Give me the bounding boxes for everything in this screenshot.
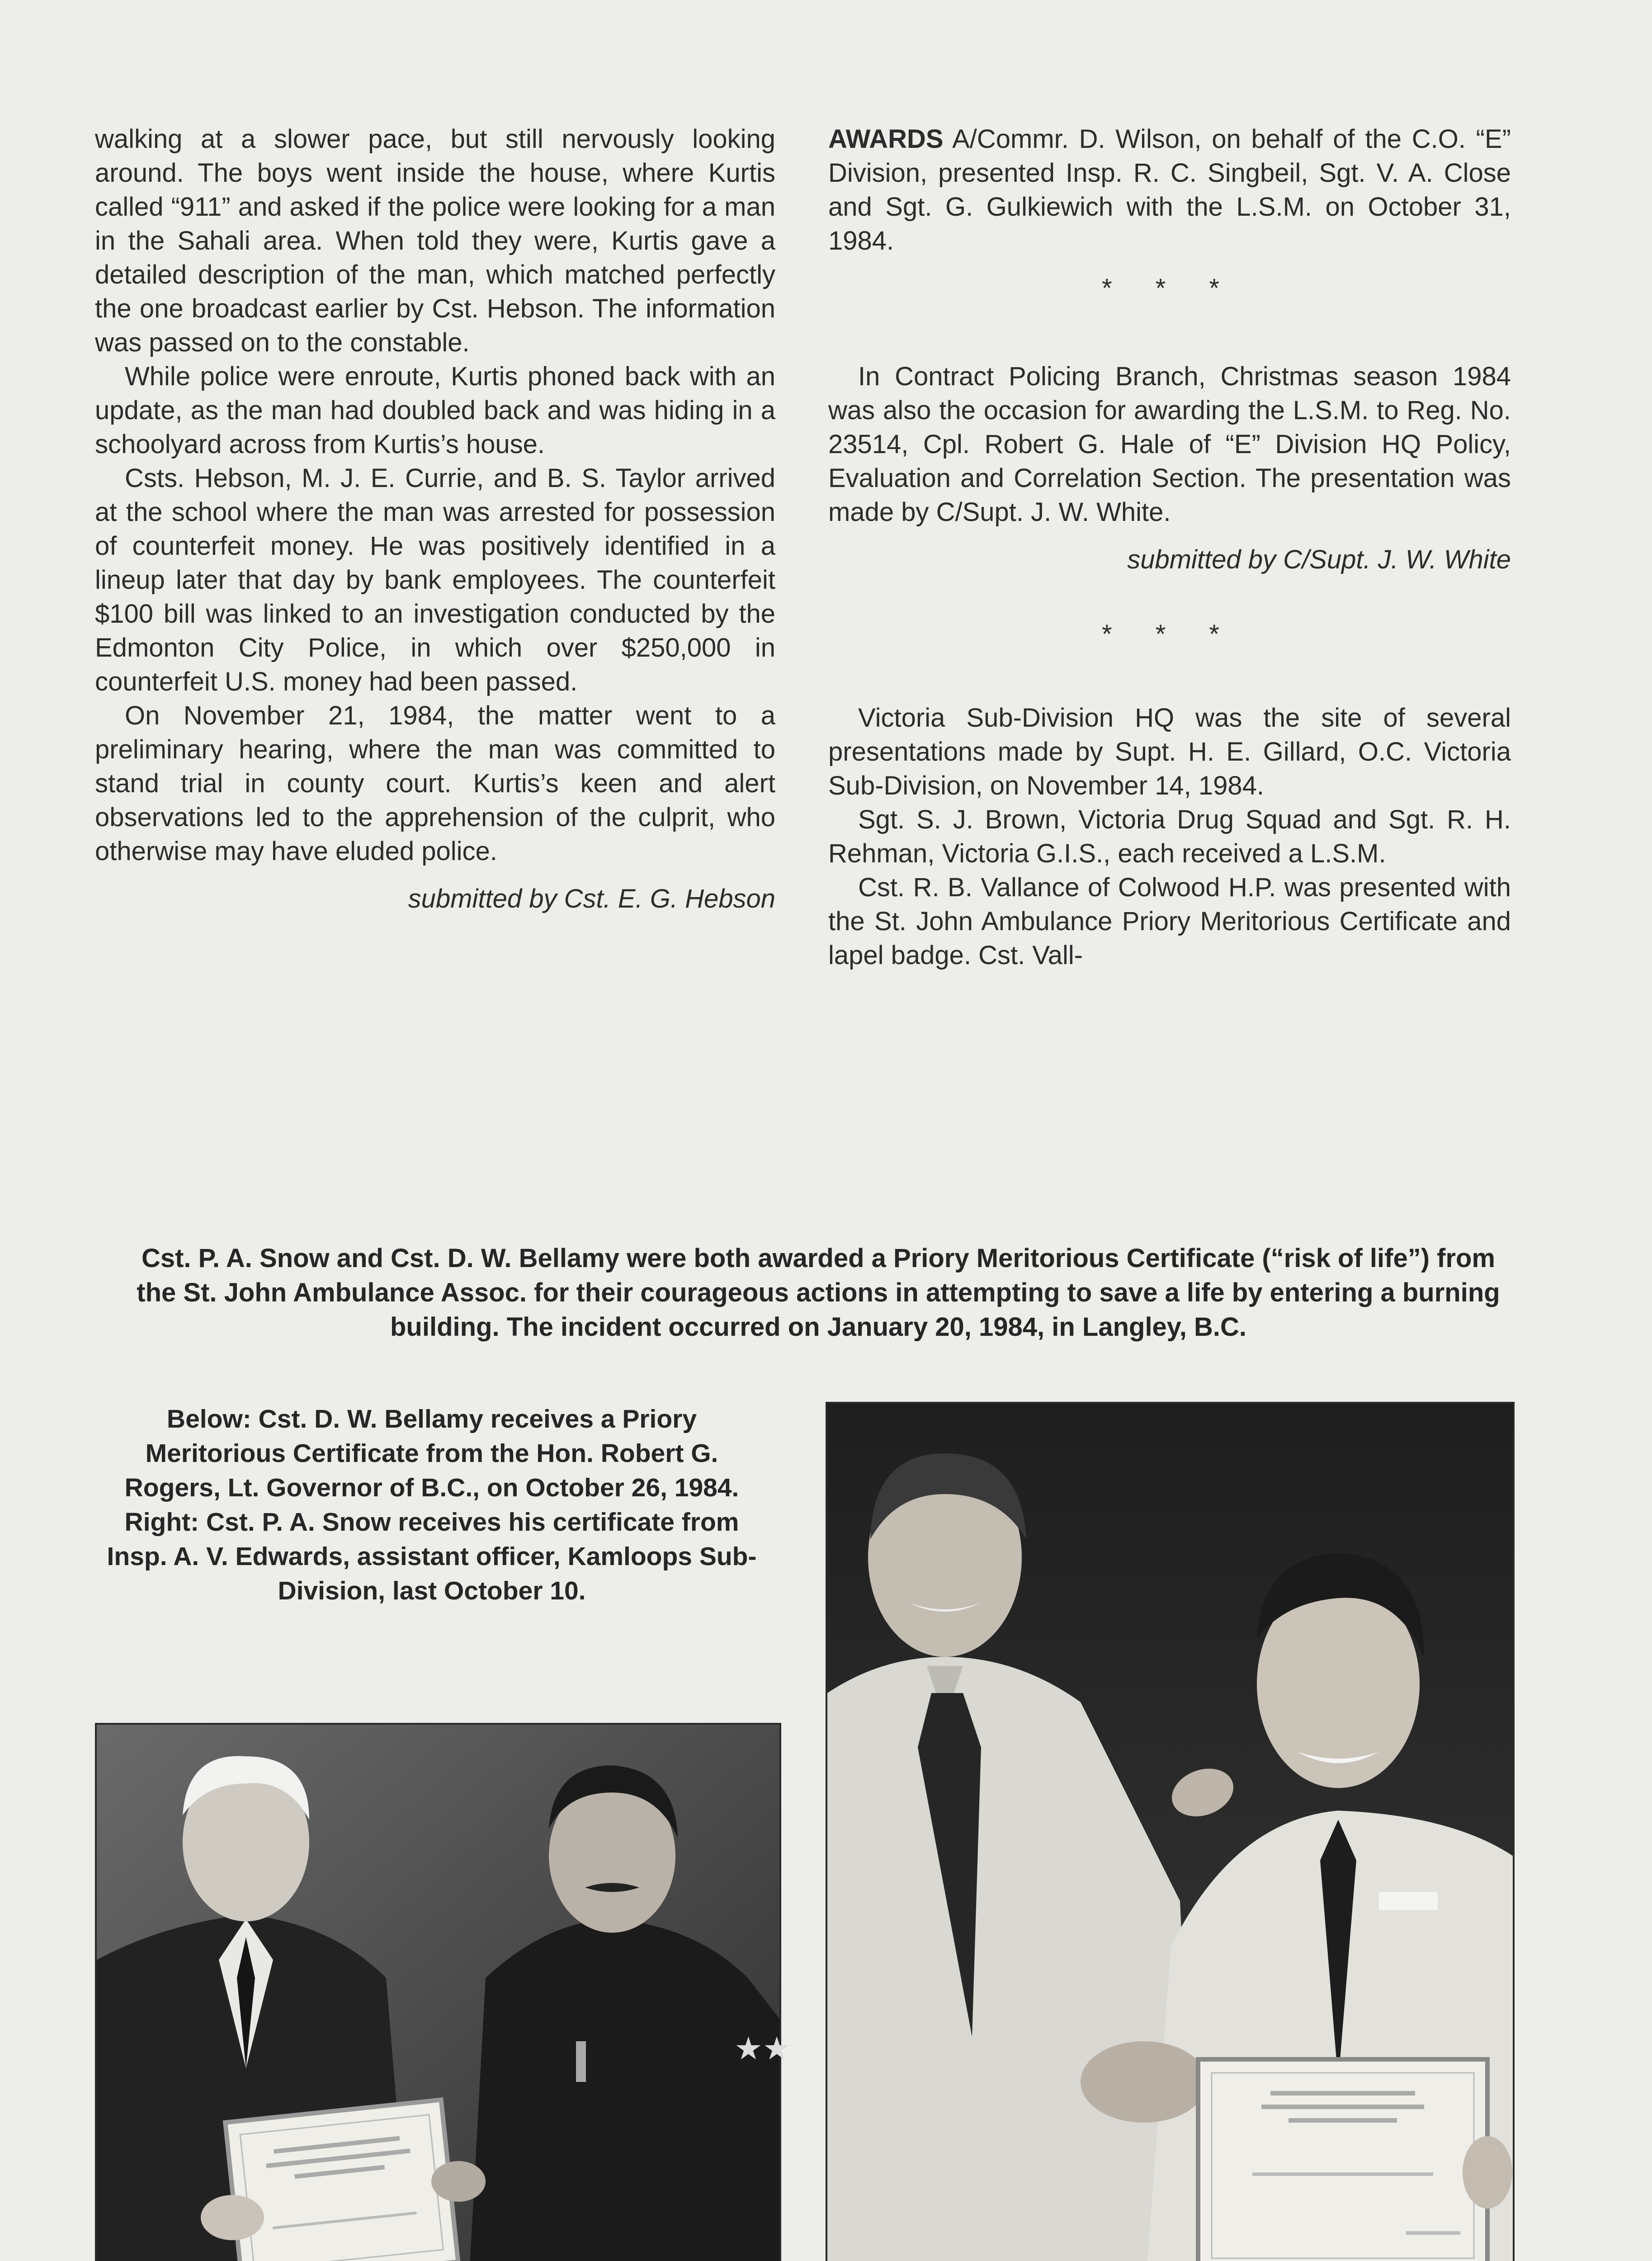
victoria-paragraph-3: Cst. R. B. Vallance of Colwood H.P. was presented with the St. John Ambulance Priory Meritorious Certificate and lapel badge. Cst. Vall- xyxy=(828,873,1511,970)
photo-caption: Below: Cst. D. W. Bellamy receives a Priory Meritorious Certificate from the Hon. Robert G. Rogers, Lt. Governor of B.C., on October 26, 1984. Right: Cst. P. A. Snow receives his certificate from Insp. A. V. Edwards, assistant officer, Kamloops Sub-Division, last October 10. xyxy=(107,1405,757,1605)
left-paragraph-4: On November 21, 1984, the matter went to a preliminary hearing, where the man was committed to stand trial in county court. Kurtis’s keen and alert observations led to the apprehension of the culprit, who otherwise may have eluded police. xyxy=(95,701,775,866)
svg-text:★★: ★★ xyxy=(734,2030,791,2067)
photo-snow-image xyxy=(827,1404,1513,2261)
left-signature: submitted by Cst. E. G. Hebson xyxy=(408,884,775,913)
contract-paragraph: In Contract Policing Branch, Christmas season 1984 was also the occasion for awarding the L.S.M. to Reg. No. 23514, Cpl. Robert G. Hale of “E” Division HQ Policy, Evaluation and Correlation Section. The presentation was made by C/Supt. J. W. White. xyxy=(828,362,1511,527)
victoria-paragraph-1: Victoria Sub-Division HQ was the site of several presentations made by Supt. H. E. Gillard, O.C. Victoria Sub-Division, on November 14, 1984. xyxy=(828,703,1511,800)
left-column xyxy=(95,122,775,916)
awards-heading: AWARDS xyxy=(828,124,944,154)
victoria-paragraph-2: Sgt. S. J. Brown, Victoria Drug Squad and Sgt. R. H. Rehman, Victoria G.I.S., each received a L.S.M. xyxy=(828,805,1511,868)
left-paragraph-1: walking at a slower pace, but still nervously looking around. The boys went inside the house, where Kurtis called “911” and asked if the police were looking for a man in the Sahali area. When told they were, Kurtis gave a detailed description of the man, which matched perfectly the one broadcast earlier by Cst. Hebson. The information was passed on to the constable. xyxy=(95,124,775,357)
awards-text: A/Commr. D. Wilson, on behalf of the C.O. “E” Division, presented Insp. R. C. Singbeil, Sgt. V. A. Close and Sgt. G. Gulkiewich with the L.S.M. on October 31, 1984. xyxy=(828,124,1511,255)
photo-bellamy xyxy=(95,1723,791,2261)
separator-2: * * * xyxy=(1102,620,1237,649)
photo-bellamy-image xyxy=(97,1725,791,2261)
right-signature: submitted by C/Supt. J. W. White xyxy=(1127,545,1511,574)
photo-snow xyxy=(826,1402,1515,2261)
separator-1: * * * xyxy=(1102,274,1237,303)
right-column xyxy=(828,122,1511,972)
left-paragraph-2: While police were enroute, Kurtis phoned back with an update, as the man had doubled back and was hiding in a schoolyard across from Kurtis’s house. xyxy=(95,362,775,459)
left-paragraph-3: Csts. Hebson, M. J. E. Currie, and B. S. Taylor arrived at the school where the man was arrested for possession of counterfeit money. He was positively identified in a lineup later that day by bank employees. The counterfeit $100 bill was linked to an investigation conducted by the Edmonton City Police, in which over $250,000 in counterfeit U.S. money had been passed. xyxy=(95,464,775,696)
main-caption: Cst. P. A. Snow and Cst. D. W. Bellamy were both awarded a Priory Meritorious Certificate (“risk of life”) from the St. John Ambulance Assoc. for their courageous actions in attempting to save a life by entering a burning building. The incident occurred on January 20, 1984, in Langley, B.C. xyxy=(137,1244,1500,1342)
awards-paragraph xyxy=(828,122,1511,258)
